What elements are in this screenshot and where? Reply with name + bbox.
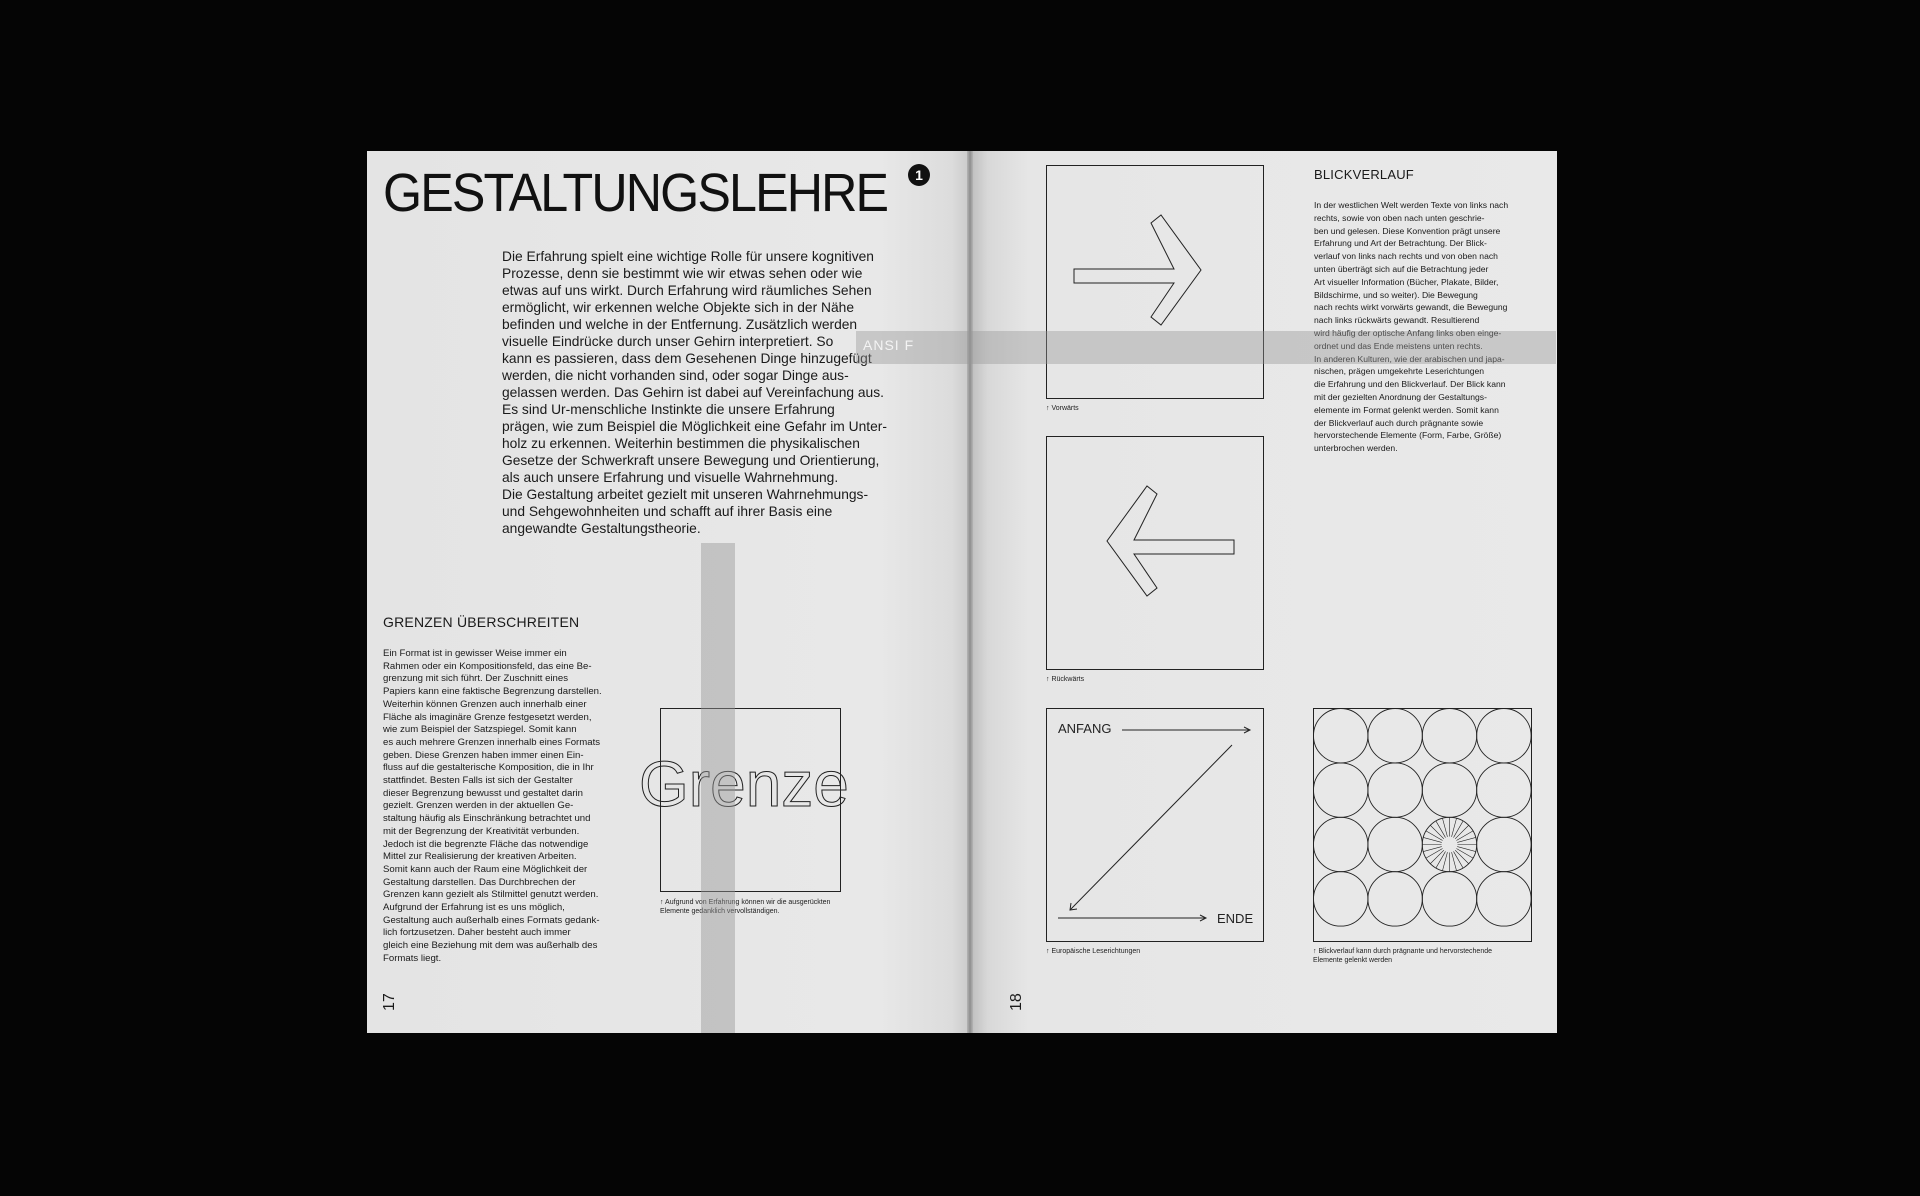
- section-line: Grenzen kann gezielt als Stilmittel genutzt werden.: [383, 889, 599, 901]
- intro-line: befinden und welche in der Entfernung. Zusätzlich werden: [502, 317, 858, 332]
- reading-direction-arrows: [1046, 708, 1264, 942]
- grid-circle: [1314, 872, 1368, 926]
- right-body-line: In der westlichen Welt werden Texte von links nach: [1314, 200, 1509, 210]
- label-end: ENDE: [1217, 911, 1254, 926]
- right-body-line: Art visueller Information (Bücher, Plakate, Bilder,: [1314, 276, 1499, 287]
- intro-line: werden, die nicht vorhanden sind, oder sogar Dinge aus-: [502, 368, 849, 383]
- figure-caption: [660, 898, 880, 916]
- section-line: Gestaltung auch außerhalb eines Formats gedank-: [383, 914, 600, 926]
- page-number: 17: [381, 993, 398, 1011]
- section-line: geben. Diese Grenzen haben immer einen Ein-: [383, 749, 584, 761]
- caption-circles: [1313, 947, 1543, 965]
- intro-line: kann es passieren, dass dem Gesehenen Dinge hinzugefügt: [502, 351, 872, 366]
- grid-circle: [1314, 763, 1368, 817]
- section-line: stattfindet. Besten Falls ist sich der Gestalter: [383, 775, 573, 787]
- section-paragraph: [383, 648, 613, 966]
- section-line: grenzung mit sich führt. Der Zuschnitt eines: [383, 673, 569, 685]
- circle-grid-frame: [1314, 709, 1532, 942]
- label-start: ANFANG: [1058, 721, 1112, 736]
- grid-circle: [1477, 872, 1531, 926]
- section-line: fluss auf die gestalterische Komposition, die in Ihr: [383, 762, 594, 774]
- section-line: Aufgrund der Erfahrung ist es uns möglich,: [383, 902, 565, 914]
- vertical-band: [701, 543, 735, 1033]
- right-body-line: verlauf von links nach rechts und von oben nach: [1314, 251, 1498, 262]
- grenze-word: Grenze: [639, 748, 849, 820]
- chapter-badge: 1: [908, 164, 930, 186]
- grid-circle: [1368, 763, 1422, 817]
- section-line: mit der Begrenzung der Kreativität verbunden.: [383, 825, 580, 837]
- highlight-circle-ray: [1455, 850, 1469, 864]
- backward-arrow-icon: [1046, 436, 1264, 670]
- horizontal-band: [856, 331, 1556, 364]
- section-heading: GRENZEN ÜBERSCHREITEN: [383, 614, 580, 630]
- right-body-line: unterbrochen werden.: [1314, 443, 1398, 454]
- section-line: Mittel zur Realisierung der kreativen Arbeiten.: [383, 851, 577, 863]
- right-body-line: In anderen Kulturen, wie der arabischen und japa-: [1314, 353, 1505, 364]
- grenze-outline-word: [637, 741, 867, 821]
- section-line: Gestaltung darstellen. Das Durchbrechen der: [383, 876, 576, 888]
- band-label: ANSI F: [863, 337, 915, 353]
- intro-line: und Sehgewohnheiten und schafft auf ihrer Basis eine: [502, 504, 833, 519]
- right-body-line: hervorstechende Elemente (Form, Farbe, Größe): [1314, 430, 1502, 441]
- section-line: es auch mehrere Grenzen innerhalb eines Formats: [383, 736, 601, 748]
- right-body-line: der Blickverlauf auch durch prägnante sowie: [1314, 417, 1484, 428]
- caption-reading: ↑ Europäische Leserichtungen: [1046, 948, 1141, 955]
- intro-line: als auch unsere Erfahrung und visuelle Wahrnehmung.: [502, 470, 839, 485]
- grid-circle: [1368, 709, 1422, 763]
- highlight-circle-ray: [1455, 825, 1469, 839]
- left-page: [367, 151, 970, 1033]
- intro-line: ermöglicht, wir erkennen welche Objekte sich in der Nähe: [502, 300, 854, 315]
- grid-circle: [1314, 709, 1368, 763]
- section-line: lich fortzusetzen. Daher besteht auch immer: [383, 927, 571, 939]
- section-line: Fläche als imaginäre Grenze festgesetzt werden,: [383, 711, 592, 723]
- intro-line: Die Erfahrung spielt eine wichtige Rolle für unsere kognitiven: [502, 249, 874, 264]
- right-body-line: rechts, sowie von oben nach unten geschrie-: [1314, 212, 1485, 223]
- section-line: staltung häufig als Einschränkung betrachtet und: [383, 813, 591, 825]
- section-line: Formats liegt.: [383, 952, 442, 964]
- section-line: Weiterhin können Grenzen auch innerhalb einer: [383, 698, 587, 710]
- section-line: Somit kann auch der Raum eine Möglichkeit der: [383, 863, 588, 875]
- highlight-circle-ray: [1430, 825, 1444, 839]
- section-line: dieser Begrenzung bewusst und gestaltet darin: [383, 787, 583, 799]
- section-line: gezielt. Grenzen werden in der aktuellen Ge-: [383, 800, 574, 812]
- caption-circles-line: ↑ Blickverlauf kann durch prägnante und hervorstechende: [1313, 948, 1492, 955]
- highlight-circle-ray: [1430, 850, 1444, 864]
- book-gutter: [967, 151, 973, 1033]
- right-body-line: ordnet und das Ende meistens unten rechts.: [1314, 340, 1483, 351]
- section-line: Jedoch ist die begrenzte Fläche das notwendige: [383, 838, 589, 850]
- caption-backward: ↑ Rückwärts: [1046, 676, 1085, 683]
- right-body-line: Erfahrung und Art der Betrachtung. Der Blick-: [1314, 238, 1487, 249]
- section-line: Rahmen oder ein Kompositionsfeld, das eine Be-: [383, 660, 592, 672]
- grid-circle: [1314, 817, 1368, 871]
- right-body-line: nischen, prägen umgekehrte Leserichtungen: [1314, 366, 1485, 377]
- right-body-line: die Erfahrung und den Blickverlauf. Der Blick kann: [1314, 379, 1506, 390]
- right-paragraph: [1314, 199, 1544, 455]
- intro-line: holz zu erkennen. Weiterhin bestimmen die physikalischen: [502, 436, 860, 451]
- intro-line: angewandte Gestaltungstheorie.: [502, 521, 701, 536]
- circle-grid: [1313, 708, 1533, 942]
- right-body-line: wird häufig der optische Anfang links oben einge-: [1314, 327, 1502, 338]
- right-body-line: mit der gezielten Anordnung der Gestaltungs-: [1314, 391, 1487, 402]
- right-body-line: nach rechts wirkt vorwärts gewandt, die Bewegung: [1314, 302, 1508, 313]
- intro-line: gelassen werden. Das Gehirn ist dabei auf Vereinfachung aus.: [502, 385, 884, 400]
- section-line: Papiers kann eine faktische Begrenzung darstellen.: [383, 686, 602, 698]
- right-body-line: unten überträgt sich auf die Betrachtung jeder: [1314, 263, 1489, 274]
- intro-line: Gesetze der Schwerkraft unsere Bewegung und Orientierung,: [502, 453, 880, 468]
- grid-circle: [1422, 709, 1476, 763]
- intro-line: Prozesse, denn sie bestimmt wie wir etwas sehen oder wie: [502, 266, 863, 281]
- grid-circle: [1477, 709, 1531, 763]
- grid-circle: [1422, 872, 1476, 926]
- grid-circle: [1477, 817, 1531, 871]
- section-line: Ein Format ist in gewisser Weise immer ein: [383, 648, 567, 659]
- intro-paragraph: [502, 248, 902, 537]
- section-line: gleich eine Beziehung mit dem was außerhalb des: [383, 940, 598, 952]
- caption-forward: ↑ Vorwärts: [1046, 405, 1079, 412]
- intro-line: etwas auf uns wirkt. Durch Erfahrung wird räumliches Sehen: [502, 283, 872, 298]
- grid-circle: [1477, 763, 1531, 817]
- page-title: GESTALTUNGSLEHRE: [383, 163, 888, 223]
- right-page: [970, 151, 1557, 1033]
- intro-line: prägen, wie zum Beispiel die Möglichkeit eine Gefahr im Unter-: [502, 419, 887, 434]
- intro-line: Es sind Ur-menschliche Instinkte die unsere Erfahrung: [502, 402, 835, 417]
- intro-line: Die Gestaltung arbeitet gezielt mit unseren Wahrnehmungs-: [502, 487, 869, 502]
- intro-line: visuelle Eindrücke durch unser Gehirn interpretiert. So: [502, 334, 834, 349]
- grid-circle: [1368, 817, 1422, 871]
- right-body-line: elemente im Format gelenkt werden. Somit kann: [1314, 404, 1499, 415]
- right-body-line: ben und gelesen. Diese Konvention prägt unsere: [1314, 225, 1501, 236]
- right-heading: BLICKVERLAUF: [1314, 167, 1414, 182]
- section-line: wie zum Beispiel der Satzspiegel. Somit kann: [383, 724, 577, 736]
- figure-caption-line: Elemente gedanklich vervollständigen.: [660, 908, 780, 915]
- grid-circle: [1422, 763, 1476, 817]
- right-body-line: nach links rückwärts gewandt. Resultierend: [1314, 315, 1480, 326]
- caption-circles-line: Elemente gelenkt werden: [1313, 957, 1392, 964]
- right-body-line: Bildschirme, und so weiter). Die Bewegung: [1314, 289, 1478, 300]
- grid-circle: [1368, 872, 1422, 926]
- figure-caption-line: ↑ Aufgrund von Erfahrung können wir die ausgerückten: [660, 899, 831, 906]
- page-number-right: 18: [1008, 993, 1025, 1011]
